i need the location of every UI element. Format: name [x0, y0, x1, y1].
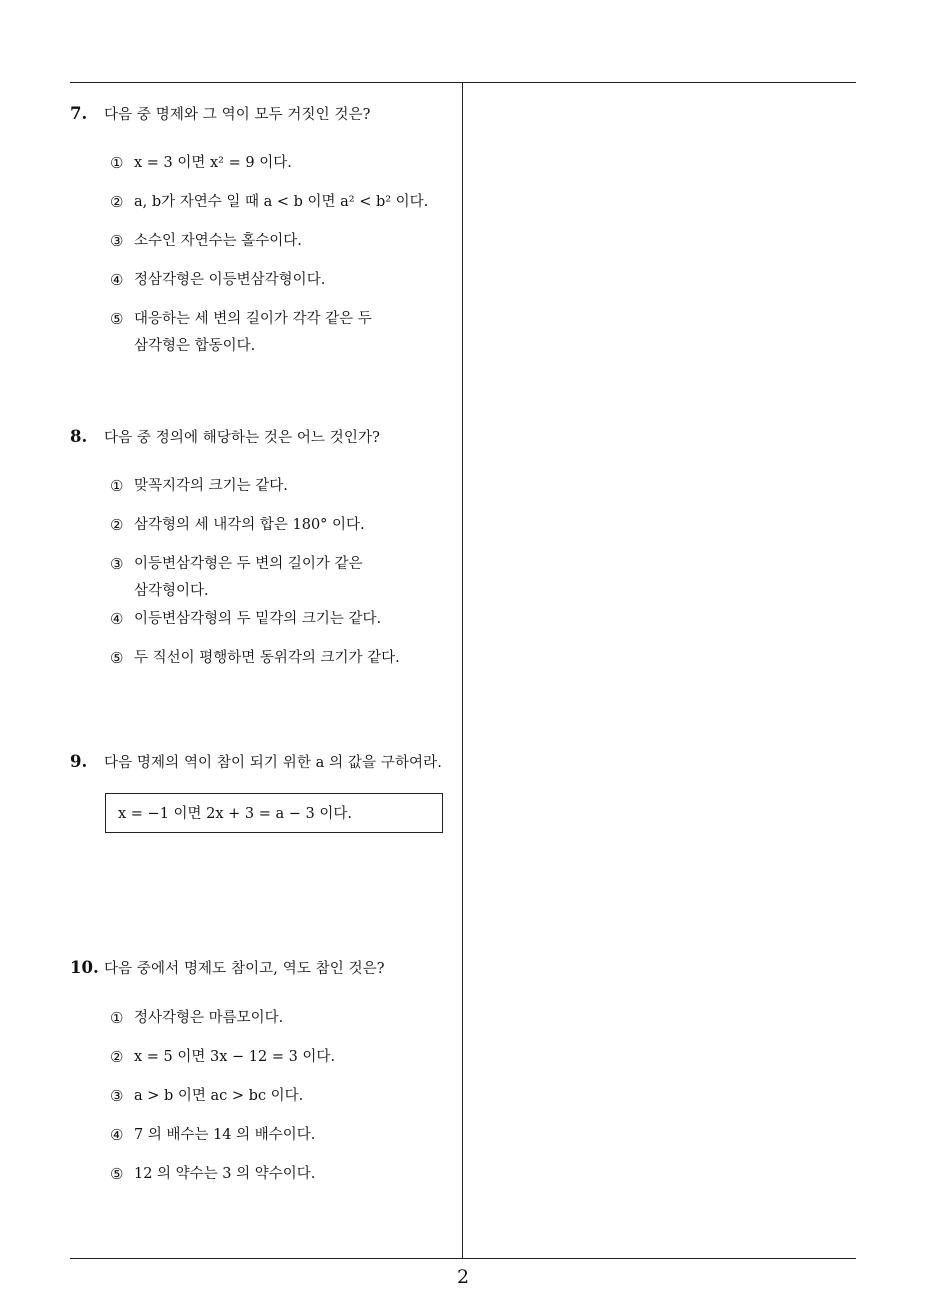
page-number: 2	[456, 1266, 470, 1288]
choice-marker: ③	[110, 1087, 124, 1105]
question-number: 9.	[70, 752, 88, 771]
choice-text: a > b 이면 ac > bc 이다.	[134, 1088, 304, 1104]
choice-marker: ③	[110, 555, 124, 573]
choice-marker: ①	[110, 477, 124, 495]
choice-text: 삼각형의 세 내각의 합은 180° 이다.	[134, 517, 365, 533]
choice-text: 이등변삼각형은 두 변의 길이가 같은	[134, 556, 363, 572]
choice-marker: ②	[110, 516, 124, 534]
choice-marker: ④	[110, 610, 124, 628]
choice-4[interactable]	[110, 267, 325, 294]
choice-text: a, b가 자연수 일 때 a < b 이면 a² < b² 이다.	[134, 194, 429, 210]
choice-marker: ⑤	[110, 1165, 124, 1183]
choice-5[interactable]	[110, 1161, 315, 1188]
question-8	[70, 424, 460, 667]
question-number: 10.	[70, 958, 99, 977]
choice-text: x = 5 이면 3x − 12 = 3 이다.	[134, 1049, 336, 1065]
choice-text: 이등변삼각형의 두 밑각의 크기는 같다.	[134, 611, 382, 627]
choice-1[interactable]	[110, 1005, 283, 1032]
question-7	[70, 101, 460, 354]
question-text: 다음 중 정의에 해당하는 것은 어느 것인가?	[104, 430, 380, 446]
column-divider	[462, 82, 463, 1258]
choice-text: 7 의 배수는 14 의 배수이다.	[134, 1127, 316, 1143]
top-rule	[70, 82, 856, 83]
choice-text-continued: 삼각형은 합동이다.	[134, 338, 256, 354]
choice-marker: ②	[110, 1048, 124, 1066]
question-text: 다음 명제의 역이 참이 되기 위한 a 의 값을 구하여라.	[104, 755, 442, 771]
choice-marker: ⑤	[110, 649, 124, 667]
choice-marker: ⑤	[110, 310, 124, 328]
question-text: 다음 중 명제와 그 역이 모두 거짓인 것은?	[104, 107, 371, 123]
question-header	[70, 101, 460, 127]
bottom-rule	[70, 1258, 856, 1259]
choice-marker: ①	[110, 154, 124, 172]
choice-4[interactable]	[110, 1122, 315, 1149]
choice-3[interactable]	[110, 1083, 303, 1110]
choice-5[interactable]	[110, 645, 400, 672]
choice-text: 맞꼭지각의 크기는 같다.	[134, 478, 288, 494]
question-9	[70, 749, 460, 822]
question-header	[70, 424, 460, 450]
choice-text-continued: 삼각형이다.	[134, 583, 209, 599]
choice-1[interactable]	[110, 150, 292, 177]
question-number: 8.	[70, 427, 88, 446]
choice-1[interactable]	[110, 473, 288, 500]
choice-3[interactable]	[110, 228, 302, 255]
choice-marker: ②	[110, 193, 124, 211]
question-text: 다음 중에서 명제도 참이고, 역도 참인 것은?	[104, 961, 385, 977]
choice-2[interactable]	[110, 512, 365, 539]
choice-3[interactable]	[110, 551, 363, 604]
choice-text: x = 3 이면 x² = 9 이다.	[134, 155, 292, 171]
choice-text: 정사각형은 마름모이다.	[134, 1010, 284, 1026]
condition-box: x = −1 이면 2x + 3 = a − 3 이다.	[105, 793, 443, 833]
question-header	[70, 749, 460, 775]
choice-marker: ③	[110, 232, 124, 250]
choice-2[interactable]	[110, 189, 428, 216]
choice-marker: ①	[110, 1009, 124, 1027]
choice-text: 두 직선이 평행하면 동위각의 크기가 같다.	[134, 650, 400, 666]
choice-text: 정삼각형은 이등변삼각형이다.	[134, 272, 326, 288]
choice-text: 12 의 약수는 3 의 약수이다.	[134, 1166, 316, 1182]
question-number: 7.	[70, 104, 88, 123]
question-10	[70, 955, 460, 1183]
choice-2[interactable]	[110, 1044, 335, 1071]
choice-text: 대응하는 세 변의 길이가 각각 같은 두	[134, 311, 372, 327]
choice-text: 소수인 자연수는 홀수이다.	[134, 233, 302, 249]
choice-marker: ④	[110, 271, 124, 289]
choice-5[interactable]	[110, 306, 372, 359]
question-header	[70, 955, 460, 981]
choice-4[interactable]	[110, 606, 381, 633]
choice-marker: ④	[110, 1126, 124, 1144]
